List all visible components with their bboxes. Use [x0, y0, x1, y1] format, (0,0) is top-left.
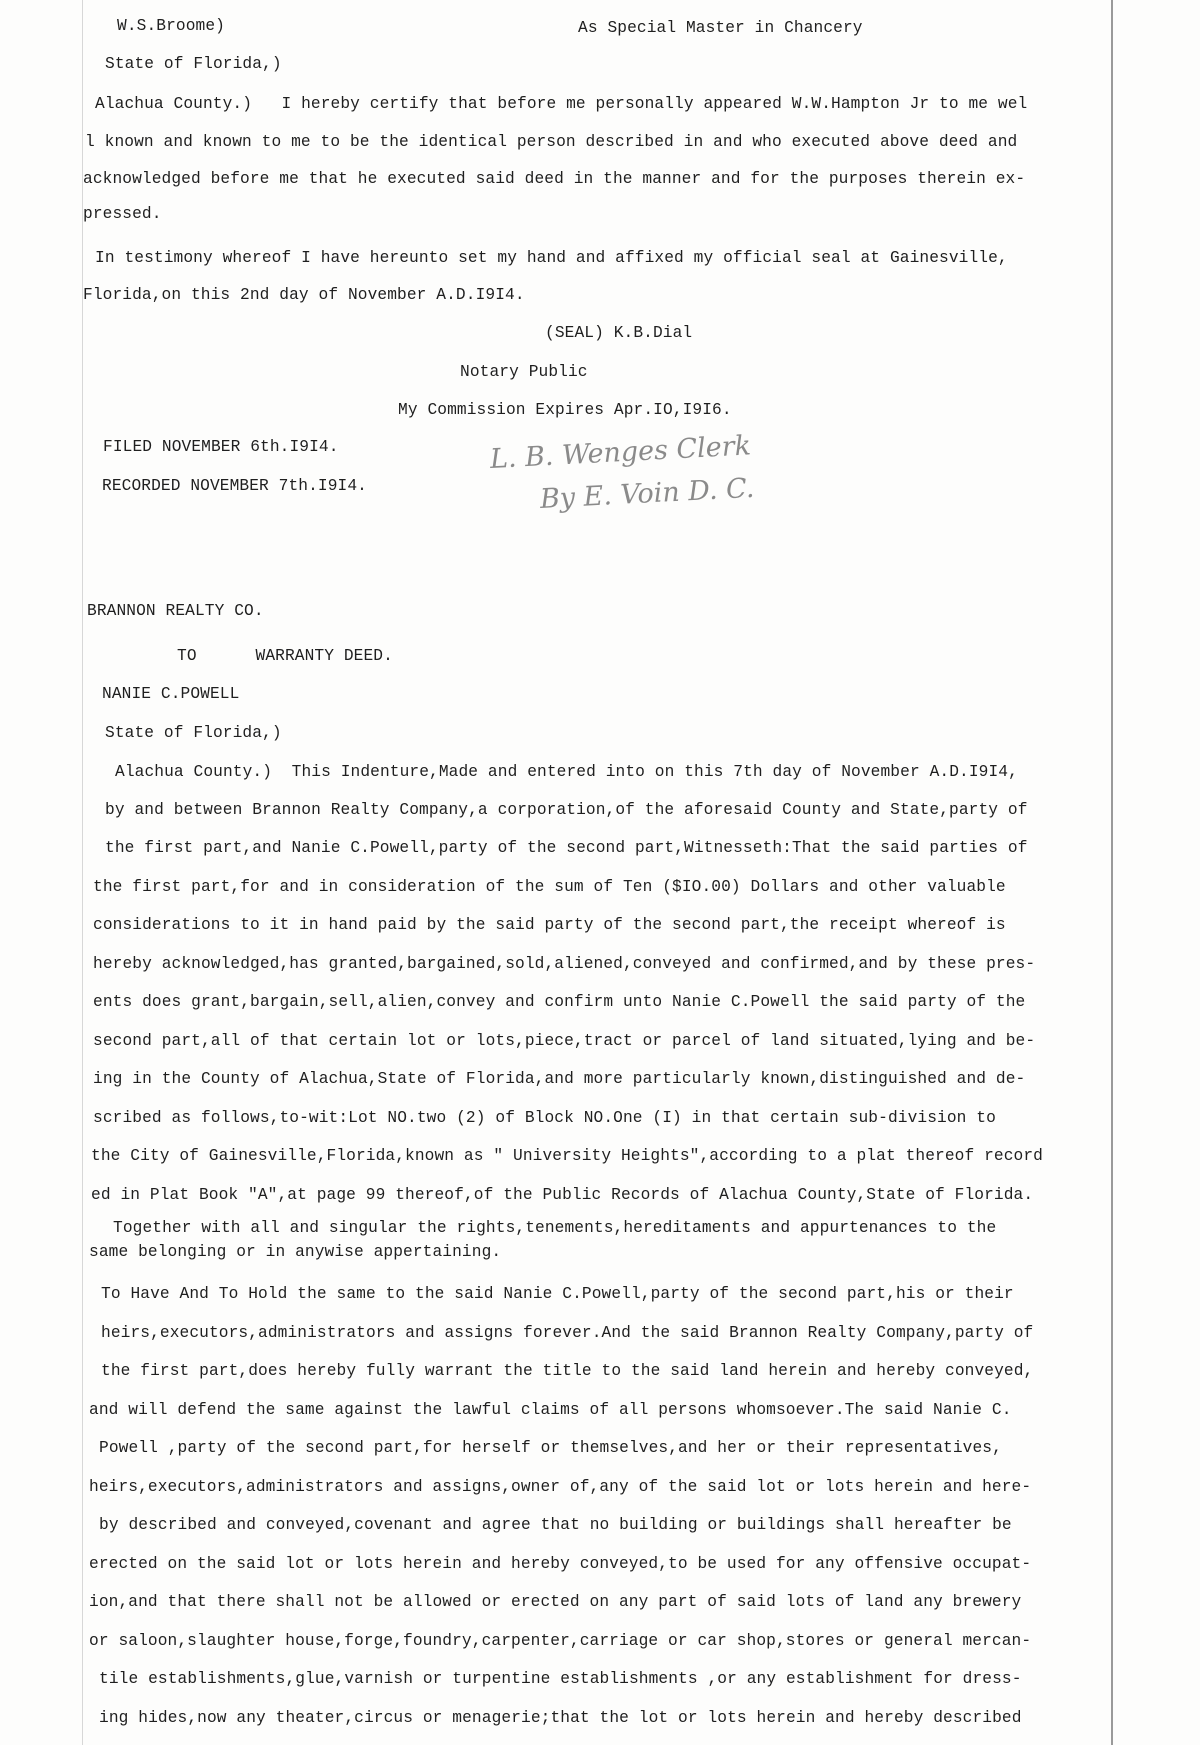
deed-line: ion,and that there shall not be allowed or erected on any part of said lots of land any brewery	[89, 1593, 1022, 1611]
notary-commission: My Commission Expires Apr.IO,I9I6.	[398, 401, 732, 419]
deed-grantor: BRANNON REALTY CO.	[87, 602, 264, 620]
header-left: W.S.Broome)	[117, 17, 225, 35]
deed-line: considerations to it in hand paid by the said party of the second part,the receipt whereof is	[93, 916, 1006, 934]
deed-state-line: State of Florida,)	[105, 724, 282, 742]
deed-line: scribed as follows,to-wit:Lot NO.two (2) of Block NO.One (I) in that certain sub-division to	[93, 1109, 996, 1127]
page-margin-line	[82, 0, 83, 1745]
deed-line: second part,all of that certain lot or lots,piece,tract or parcel of land situated,lying and be-	[93, 1032, 1036, 1050]
deed-line: or saloon,slaughter house,forge,foundry,carpenter,carriage or car shop,stores or general mercan-	[89, 1632, 1032, 1650]
ack-line: In testimony whereof I have hereunto set my hand and affixed my official seal at Gainesville,	[95, 249, 1008, 267]
ack-line: Florida,on this 2nd day of November A.D.I9I4.	[83, 286, 525, 304]
deed-line: same belonging or in anywise appertaining.	[89, 1243, 502, 1261]
deed-type: TO WARRANTY DEED.	[177, 647, 393, 665]
deed-line: and will defend the same against the lawful claims of all persons whomsoever.The said Nanie C.	[89, 1401, 1012, 1419]
notary-seal-line: (SEAL) K.B.Dial	[545, 324, 693, 342]
header-right: As Special Master in Chancery	[578, 19, 863, 37]
deed-grantee: NANIE C.POWELL	[102, 685, 240, 703]
notary-title: Notary Public	[460, 363, 588, 381]
deed-line: erected on the said lot or lots herein and hereby conveyed,to be used for any offensive occupat-	[89, 1555, 1032, 1573]
deed-line: the first part,for and in consideration of the sum of Ten ($IO.00) Dollars and other valuable	[93, 878, 1006, 896]
page-edge-line	[1111, 0, 1113, 1745]
deed-line: tile establishments,glue,varnish or turpentine establishments ,or any establishment for dress-	[99, 1670, 1022, 1688]
ack-line: Alachua County.) I hereby certify that before me personally appeared W.W.Hampton Jr to me wel	[95, 95, 1028, 113]
deed-line: Alachua County.) This Indenture,Made and entered into on this 7th day of November A.D.I9I4,	[115, 763, 1018, 781]
deed-line: To Have And To Hold the same to the said Nanie C.Powell,party of the second part,his or their	[101, 1285, 1014, 1303]
recorded-date: RECORDED NOVEMBER 7th.I9I4.	[102, 477, 367, 495]
ack-state-line: State of Florida,)	[105, 55, 282, 73]
deed-line: ents does grant,bargain,sell,alien,convey and confirm unto Nanie C.Powell the said party of the	[93, 993, 1026, 1011]
ack-line: pressed.	[83, 205, 162, 223]
clerk-signature: L. B. Wenges Clerk	[489, 430, 752, 475]
deed-line: heirs,executors,administrators and assigns,owner of,any of the said lot or lots herein and here-	[89, 1478, 1032, 1496]
ack-line: acknowledged before me that he executed said deed in the manner and for the purposes therein ex-	[83, 170, 1026, 188]
deed-line: the City of Gainesville,Florida,known as " University Heights",according to a plat thereof record	[91, 1147, 1043, 1165]
deed-line: ed in Plat Book "A",at page 99 thereof,of the Public Records of Alachua County,State of Florida.	[91, 1186, 1034, 1204]
deed-line: by described and conveyed,covenant and agree that no building or buildings shall hereafter be	[99, 1516, 1012, 1534]
deed-line: ing in the County of Alachua,State of Florida,and more particularly known,distinguished and de-	[93, 1070, 1026, 1088]
deed-line: ing hides,now any theater,circus or menagerie;that the lot or lots herein and hereby described	[99, 1709, 1022, 1727]
deed-line: by and between Brannon Realty Company,a corporation,of the aforesaid County and State,party of	[105, 801, 1028, 819]
filed-date: FILED NOVEMBER 6th.I9I4.	[103, 438, 339, 456]
deed-line: the first part,does hereby fully warrant the title to the said land herein and hereby conveyed,	[101, 1362, 1034, 1380]
deputy-clerk-signature: By E. Voin D. C.	[539, 472, 756, 515]
deed-line: Together with all and singular the rights,tenements,hereditaments and appurtenances to the	[113, 1219, 997, 1237]
deed-line: heirs,executors,administrators and assigns forever.And the said Brannon Realty Company,party of	[101, 1324, 1034, 1342]
deed-line: hereby acknowledged,has granted,bargained,sold,aliened,conveyed and confirmed,and by these pres-	[93, 955, 1036, 973]
deed-line: Powell ,party of the second part,for herself or themselves,and her or their representatives,	[99, 1439, 1002, 1457]
ack-line: l known and known to me to be the identical person described in and who executed above deed and	[85, 133, 1018, 151]
deed-line: the first part,and Nanie C.Powell,party of the second part,Witnesseth:That the said parties of	[105, 839, 1028, 857]
